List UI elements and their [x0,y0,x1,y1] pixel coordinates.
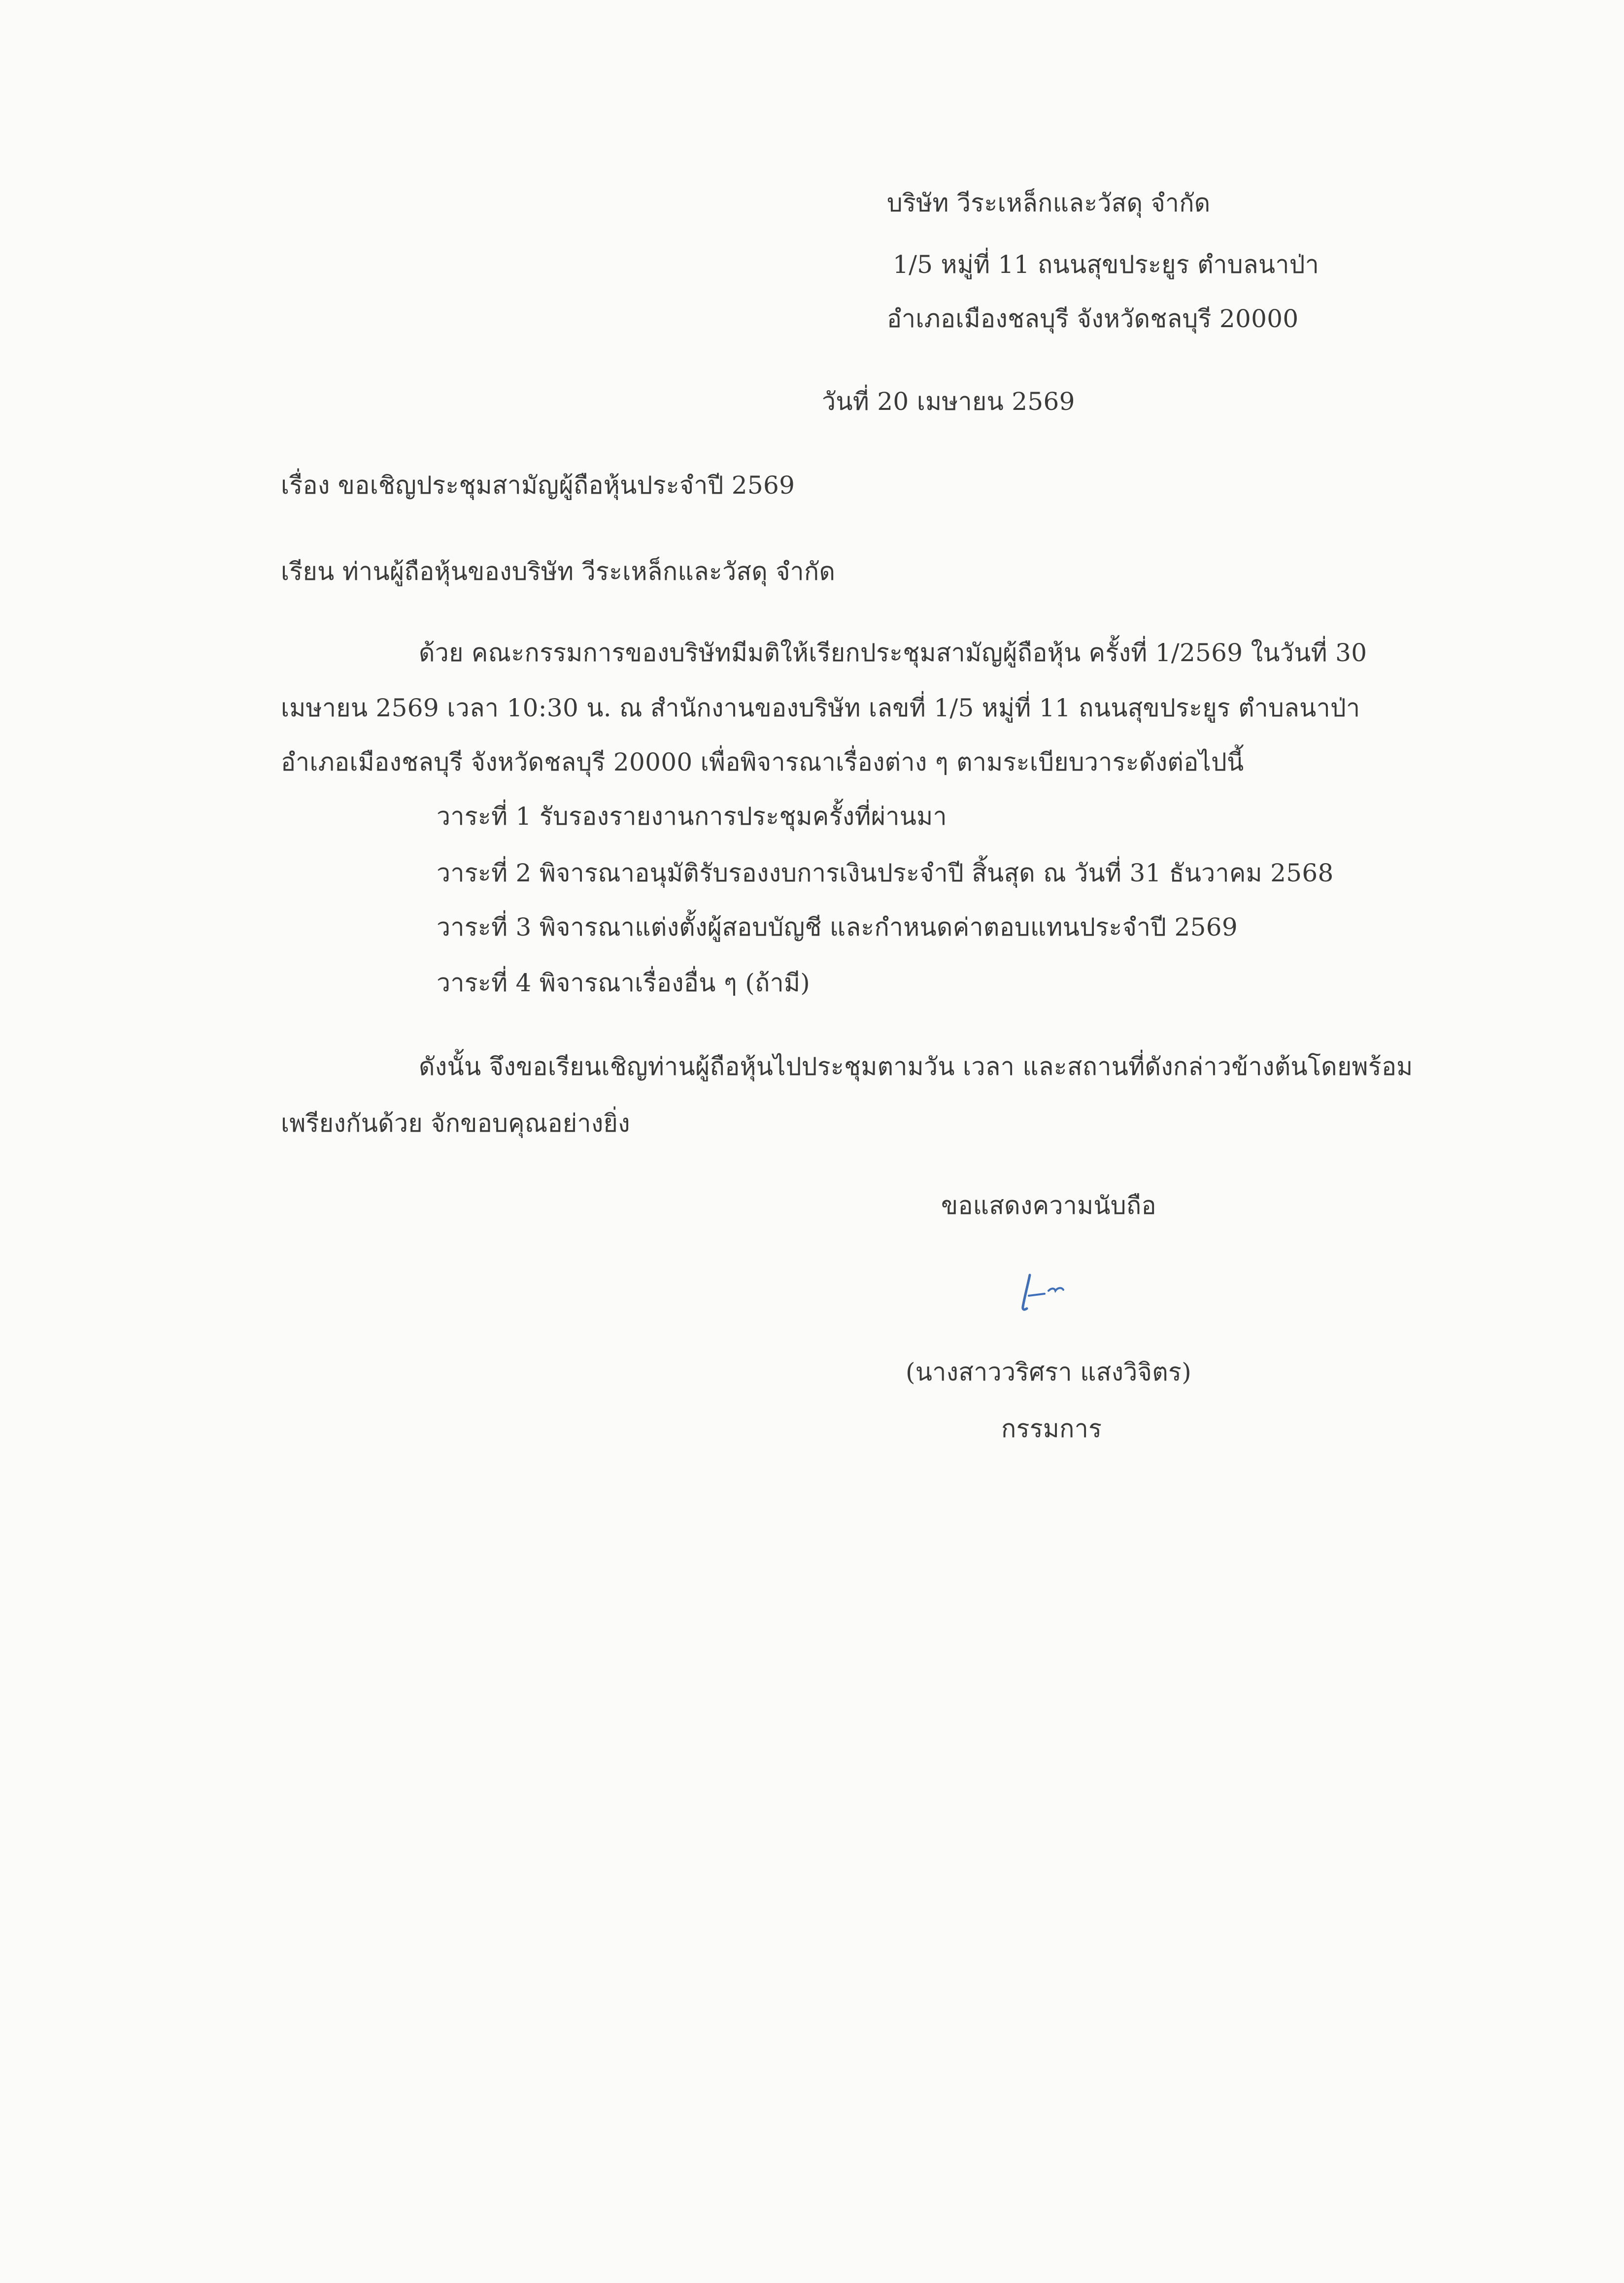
signatory-name: (นางสาววริศรา แสงวิจิตร) [906,1358,1192,1386]
body-paragraph2-line2: เพรียงกันด้วย จักขอบคุณอย่างยิ่ง [281,1109,630,1138]
agenda-item: วาระที่ 1 รับรองรายงานการประชุมครั้งที่ผ่านมา [437,802,947,831]
body-paragraph1-line1: ด้วย คณะกรรมการของบริษัทมีมติให้เรียกประชุมสามัญผู้ถือหุ้น ครั้งที่ 1/2569 ในวันที่ 30 [419,638,1367,667]
letter-date: วันที่ 20 เมษายน 2569 [822,387,1075,416]
handwritten-signature [1016,1265,1080,1319]
company-name: บริษัท วีระเหล็กและวัสดุ จำกัด [887,189,1211,217]
agenda-item: วาระที่ 2 พิจารณาอนุมัติรับรองงบการเงินประจำปี สิ้นสุด ณ วันที่ 31 ธันวาคม 2568 [437,859,1334,887]
letter-recipient: เรียน ท่านผู้ถือหุ้นของบริษัท วีระเหล็กและวัสดุ จำกัด [281,557,836,586]
closing-salutation: ขอแสดงความนับถือ [941,1191,1156,1220]
body-paragraph1-line2: เมษายน 2569 เวลา 10:30 น. ณ สำนักงานของบริษัท เลขที่ 1/5 หมู่ที่ 11 ถนนสุขประยูร ตำบลนาป่า [281,694,1360,722]
body-paragraph2-line1: ดังนั้น จึงขอเรียนเชิญท่านผู้ถือหุ้นไปประชุมตามวัน เวลา และสถานที่ดังกล่าวข้างต้นโดยพร้อม [419,1052,1413,1081]
company-address-line2: อำเภอเมืองชลบุรี จังหวัดชลบุรี 20000 [887,304,1299,333]
body-paragraph1-line3: อำเภอเมืองชลบุรี จังหวัดชลบุรี 20000 เพื่อพิจารณาเรื่องต่าง ๆ ตามระเบียบวาระดังต่อไปนี้ [281,748,1244,776]
agenda-item: วาระที่ 3 พิจารณาแต่งตั้งผู้สอบบัญชี และกำหนดค่าตอบแทนประจำปี 2569 [437,913,1238,941]
agenda-item: วาระที่ 4 พิจารณาเรื่องอื่น ๆ (ถ้ามี) [437,969,811,997]
letter-subject: เรื่อง ขอเชิญประชุมสามัญผู้ถือหุ้นประจำปี 2569 [281,471,795,500]
company-address-line1: 1/5 หมู่ที่ 11 ถนนสุขประยูร ตำบลนาป่า [893,250,1320,279]
signatory-title: กรรมการ [1001,1414,1102,1443]
